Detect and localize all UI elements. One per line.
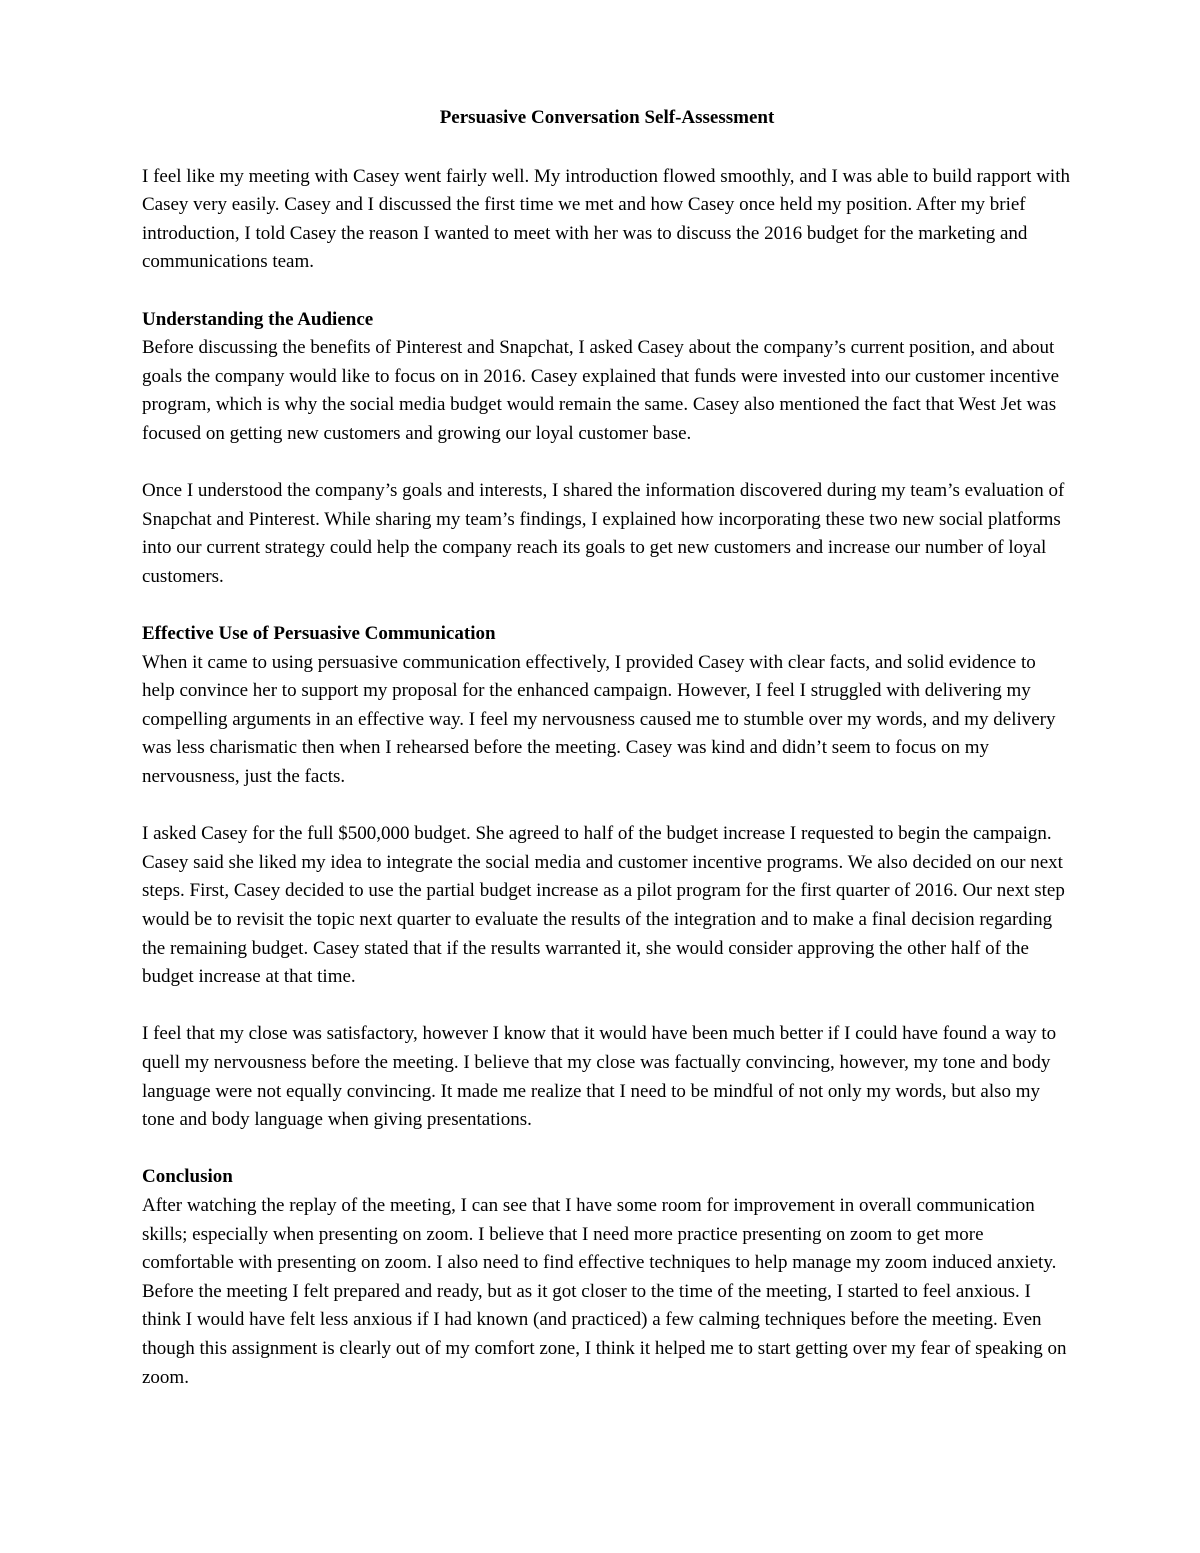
section-paragraph: Before discussing the benefits of Pinterest and Snapchat, I asked Casey about the company’s current position, and about goals the company would like to focus on in 2016. Casey explained that funds were invested into our customer incentive program, which is why the social media budget would remain the same. Casey also mentioned the fact that West Jet was focused on getting new customers and growing our loyal customer base.	[142, 337, 1060, 444]
section-understanding-audience	[142, 306, 1072, 449]
section-paragraph: Once I understood the company’s goals and interests, I shared the information discovered during my team’s evaluation of Snapchat and Pinterest. While sharing my team’s findings, I explained how incorporating these two new social platforms into our current strategy could help the company reach its goals to get new customers and increase our number of loyal customers.	[142, 480, 1065, 587]
document-body	[142, 104, 1072, 1421]
section-paragraph: I feel that my close was satisfactory, however I know that it would have been much better if I could have found a way to quell my nervousness before the meeting. I believe that my close was factually convincing, however, my tone and body language were not equally convincing. It made me realize that I need to be mindful of not only my words, but also my tone and body language when giving presentations.	[142, 1023, 1057, 1131]
document-title: Persuasive Conversation Self-Assessment	[439, 107, 775, 128]
section-paragraph: After watching the replay of the meeting, I can see that I have some room for improvement in overall communication skills; especially when presenting on zoom. I believe that I need more practice presenting on zoom to get more comfortable with presenting on zoom. I also need to find effective techniques to help manage my zoom induced anxiety. Before the meeting I felt prepared and ready, but as it got closer to the time of the meeting, I started to feel anxious. I think I would have felt less anxious if I had known (and practiced) a few calming techniques before the meeting. Even though this assignment is clearly out of my comfort zone, I think it helped me to start getting over my fear of speaking on zoom.	[142, 1194, 1067, 1388]
intro-paragraph: I feel like my meeting with Casey went fairly well. My introduction flowed smoothly, and I was able to build rapport with Casey very easily. Casey and I discussed the first time we met and how Casey once held my position. After my brief introduction, I told Casey the reason I wanted to meet with her was to discuss the 2016 budget for the marketing and communications team.	[142, 165, 1070, 273]
section-persuasive-communication	[142, 620, 1072, 792]
section-paragraph: When it came to using persuasive communication effectively, I provided Casey with clear facts, and solid evidence to help convince her to support my proposal for the enhanced campaign. However, I feel I struggled with delivering my compelling arguments in an effective way. I feel my nervousness caused me to stumble over my words, and my delivery was less charismatic then when I rehearsed before the meeting. Casey was kind and didn’t seem to focus on my nervousness, just the facts.	[142, 651, 1056, 788]
section-heading: Effective Use of Persuasive Communication	[142, 623, 496, 645]
section-heading: Conclusion	[142, 1166, 233, 1188]
section-paragraph: I asked Casey for the full $500,000 budget. She agreed to half of the budget increase I requested to begin the campaign. Casey said she liked my idea to integrate the social media and customer incentive programs. We also decided on our next steps. First, Casey decided to use the partial budget increase as a pilot program for the first quarter of 2016. Our next step would be to revisit the topic next quarter to evaluate the results of the integration and to make a final decision regarding the remaining budget. Casey stated that if the results warranted it, she would consider approving the other half of the budget increase at that time.	[142, 823, 1065, 988]
section-heading: Understanding the Audience	[142, 308, 374, 330]
section-conclusion	[142, 1163, 1072, 1392]
